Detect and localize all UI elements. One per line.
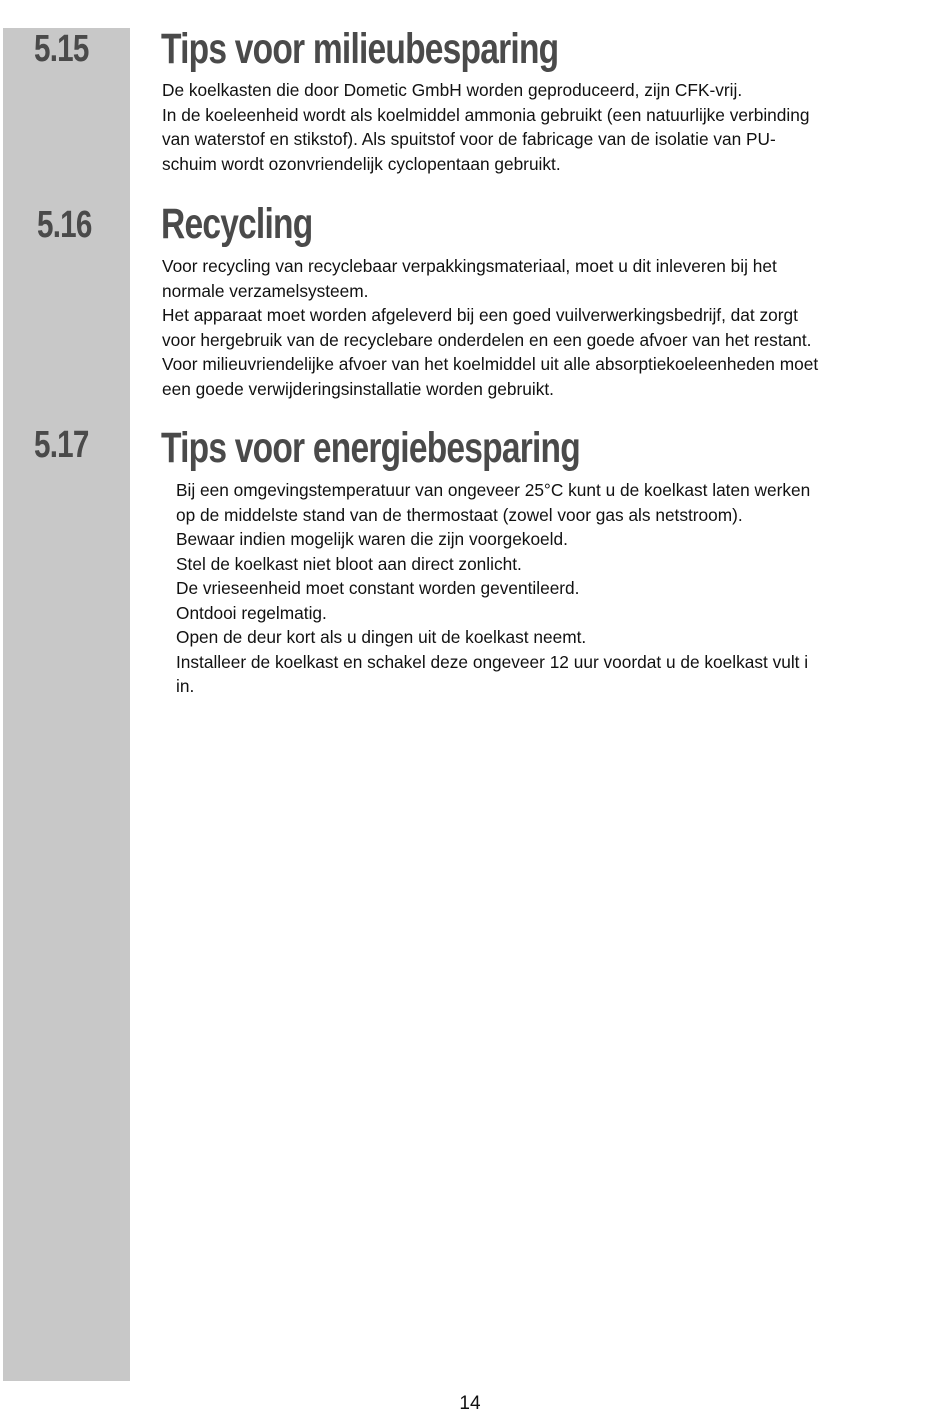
section-title-recycling: Recycling	[161, 200, 313, 248]
paragraph-line: van waterstof en stikstof). Als spuitstof voor de fabricage van de isolatie van PU-	[162, 129, 776, 149]
section-body-5-17	[176, 478, 810, 699]
paragraph-line: Installeer de koelkast en schakel deze ongeveer 12 uur voordat u de koelkast vult i	[176, 651, 809, 672]
paragraph-line: Ontdooi regelmatig.	[176, 602, 327, 623]
paragraph-line: voor hergebruik van de recyclebare onderdelen en een goede afvoer van het restant.	[162, 329, 812, 350]
section-number-5-17: 5.17	[34, 424, 89, 466]
paragraph-line: in.	[176, 676, 195, 696]
paragraph-line: Het apparaat moet worden afgeleverd bij een goed vuilverwerkingsbedrijf, dat zorgt	[162, 305, 798, 325]
section-number-5-16: 5.16	[37, 204, 92, 246]
paragraph-line: Bewaar indien mogelijk waren die zijn voorgekoeld.	[176, 529, 568, 549]
paragraph-line: normale verzamelsysteem.	[162, 280, 369, 301]
paragraph-line: een goede verwijderingsinstallatie worden gebruikt.	[162, 378, 554, 399]
paragraph-line: Bij een omgevingstemperatuur van ongeveer 25°C kunt u de koelkast laten werken	[176, 480, 811, 500]
paragraph-line: Open de deur kort als u dingen uit de koelkast neemt.	[176, 627, 587, 647]
section-title-milieubesparing: Tips voor milieubesparing	[161, 25, 559, 73]
paragraph-line: De vrieseenheid moet constant worden geventileerd.	[176, 578, 580, 598]
paragraph-line: Voor recycling van recyclebaar verpakkingsmateriaal, moet u dit inleveren bij het	[162, 256, 777, 276]
paragraph-line: De koelkasten die door Dometic GmbH worden geproduceerd, zijn CFK-vrij.	[162, 80, 743, 100]
section-number-5-15: 5.15	[34, 28, 89, 70]
paragraph-line: schuim wordt ozonvriendelijk cyclopentaan gebruikt.	[162, 153, 561, 174]
paragraph-line: In de koeleenheid wordt als koelmiddel ammonia gebruikt (een natuurlijke verbinding	[162, 104, 810, 125]
section-body-5-15	[162, 78, 809, 176]
page-number: 14	[459, 1393, 481, 1414]
paragraph-line: Stel de koelkast niet bloot aan direct zonlicht.	[176, 553, 522, 574]
section-body-5-16	[162, 254, 818, 401]
section-title-energiebesparing: Tips voor energiebesparing	[161, 424, 580, 472]
paragraph-line: Voor milieuvriendelijke afvoer van het koelmiddel uit alle absorptiekoeleenheden moet	[162, 354, 819, 374]
paragraph-line: op de middelste stand van de thermostaat (zowel voor gas als netstroom).	[176, 504, 743, 525]
